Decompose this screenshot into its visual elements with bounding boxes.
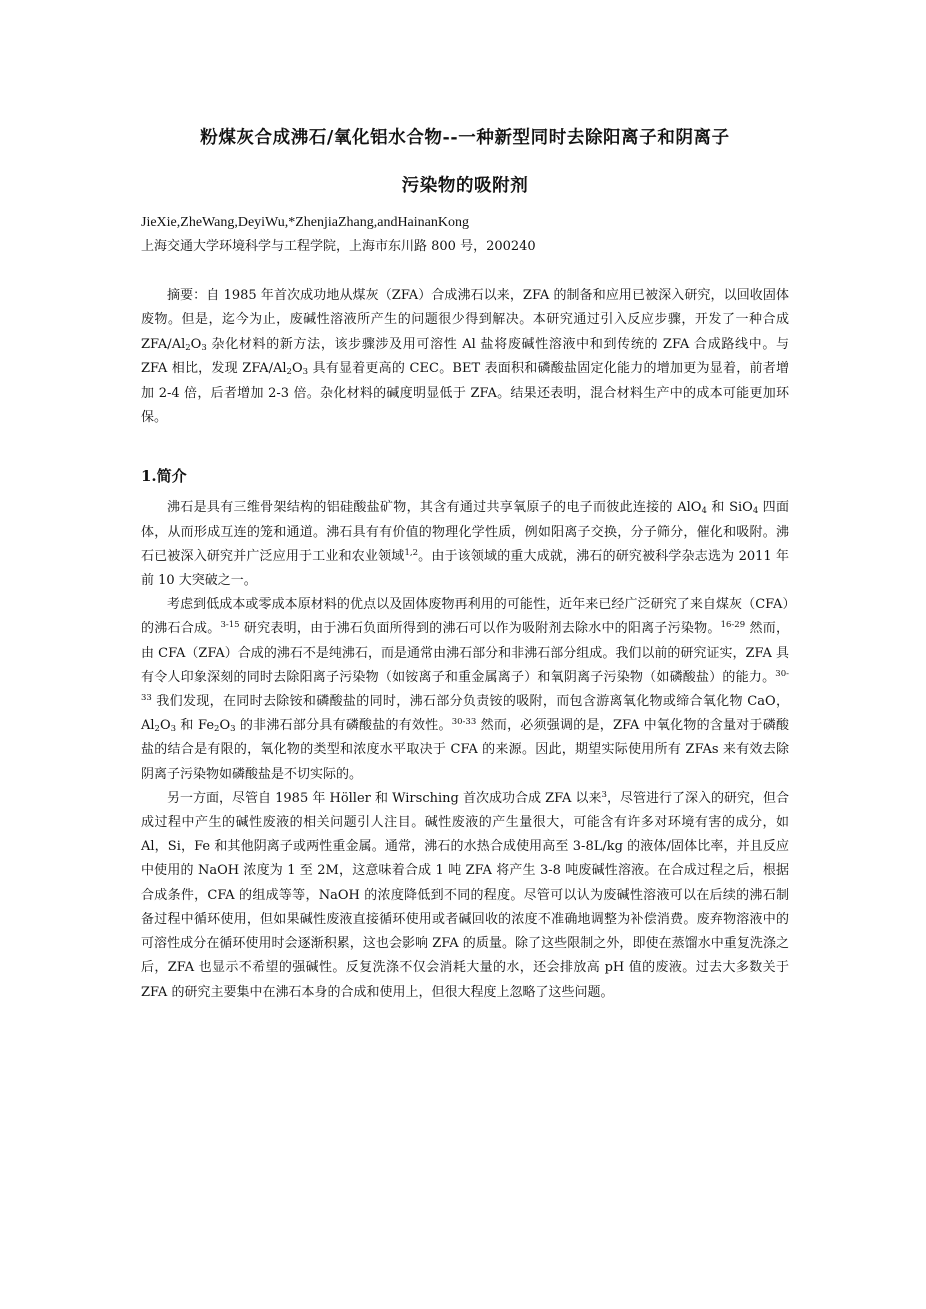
paragraph-text: 然而，必须强调的是，ZFA 中氧化物的含量对于磷酸盐的结合是有限的，氧化物的类型和浓度水平取决于 CFA 的来源。因此，期望实际使用所有 ZFAs 来有效去除阴离子污染物如磷酸盐是不切实际的。 xyxy=(141,718,789,782)
abstract-label: 摘要： xyxy=(167,288,207,303)
paragraph-text: ，尽管进行了深入的研究，但合成过程中产生的碱性废液的相关问题引人注目。碱性废液的产生量很大，可能含有许多对环境有害的成分，如 Al，Si，Fe 和其他阴离子或两性重金属。通常，沸石的水热合成使用高至 3-8L/kg 的液体/固体比率，并且反应中使用的 NaOH 浓度为 1 至 2M，这意味着合成 1 吨 ZFA 将产生 3-8 吨废碱性溶液。在合成过程之后，根据合成条件，CFA 的组成等等，NaOH 的浓度降低到不同的程度。尽管可以认为废碱性溶液可以在后续的沸石制备过程中循环使用，但如果碱性废液直接循环使用或者碱回收的浓度不准确地调整为补偿消费。废弃物溶液中的可溶性成分在循环使用时会逐渐积累，这也会影响 ZFA 的质量。除了这些限制之外，即使在蒸馏水中重复洗涤之后，ZFA 也显示不希望的强碱性。反复洗涤不仅会消耗大量的水，还会排放高 pH 值的废液。过去大多数关于 ZFA 的研究主要集中在沸石本身的合成和使用上，但很大程度上忽略了这些问题。 xyxy=(141,790,789,1000)
paragraph-text: O xyxy=(219,718,231,734)
subscript: 3 xyxy=(230,724,236,735)
title-line-1: 粉煤灰合成沸石/氧化铝水合物--一种新型同时去除阳离子和阴离子 xyxy=(200,128,730,148)
abstract-text: 具有显着更高的 CEC。BET 表面积和磷酸盐固定化能力的增加更为显着，前者增加 2-4 倍，后者增加 2-3 倍。杂化材料的碱度明显低于 ZFA。结果还表明，混合材料生产中的成本可能更加环保。 xyxy=(141,361,789,426)
abstract-text: 自 1985 年首次成功地从煤灰（ZFA）合成沸石以来，ZFA 的制备和应用已被深入研究，以回收固体废物。但是，迄今为止，废碱性溶液所产生的问题很少得到解决。本研究通过引入反应步骤，开发了一种合成 ZFA/Al xyxy=(141,288,789,352)
paragraph-text: 四面体，从而形成互连的笼和通道。沸石具有有价值的物理化学性质，例如阳离子交换，分子筛分，催化和吸附。沸石已被深入研究并广泛应用于工业和农业领域 xyxy=(141,500,789,564)
paragraph-text: 的非沸石部分具有磷酸盐的有效性。 xyxy=(235,718,452,734)
abstract-text: O xyxy=(190,336,202,352)
paper-page xyxy=(141,112,789,1005)
body-paragraph-3 xyxy=(141,787,789,1005)
subscript: 3 xyxy=(302,367,309,378)
title-line-2: 污染物的吸附剂 xyxy=(401,176,529,196)
citation-superscript: 3-15 xyxy=(220,620,240,631)
subscript: 4 xyxy=(701,506,707,517)
paragraph-text: 研究表明，由于沸石负面所得到的沸石可以作为吸附剂去除水中的阳离子污染物。 xyxy=(239,621,721,637)
abstract-text: O xyxy=(291,361,303,377)
paragraph-text: 然而，由 CFA（ZFA）合成的沸石不是纯沸石，而是通常由沸石部分和非沸石部分组成。我们以前的研究证实，ZFA 具有令人印象深刻的同时去除阳离子污染物（如铵离子和重金属离子）和氧阴离子污染物（如磷酸盐）的能力。 xyxy=(141,621,789,685)
citation-superscript: 16-29 xyxy=(720,620,746,631)
subscript: 2 xyxy=(214,724,220,735)
paragraph-text: 和 Fe xyxy=(176,718,215,734)
paragraph-text: 和 SiO xyxy=(706,500,753,516)
paragraph-text: 沸石是具有三维骨架结构的铝硅酸盐矿物，其含有通过共享氧原子的电子而彼此连接的 AlO xyxy=(167,500,702,516)
author-list: JieXie,ZheWang,DeyiWu,*ZhenjiaZhang,andHainanKong xyxy=(141,215,469,230)
section-heading: 1.简介 xyxy=(141,467,187,486)
subscript: 2 xyxy=(286,367,292,378)
paragraph-text: 另一方面，尽管自 1985 年 Höller 和 Wirsching 首次成功合成 ZFA 以来 xyxy=(167,790,602,806)
subscript: 2 xyxy=(154,724,160,735)
citation-superscript: 30-33 xyxy=(451,717,477,728)
paragraph-text: 考虑到低成本或零成本原材料的优点以及固体废物再利用的可能性，近年来已经广泛研究了来自煤灰（CFA）的沸石合成。 xyxy=(141,597,789,637)
body-paragraph-2 xyxy=(141,593,789,787)
abstract xyxy=(141,284,789,430)
paragraph-text: 。由于该领域的重大成就，沸石的研究被科学杂志选为 2011 年前 10 大突破之一。 xyxy=(141,548,789,589)
affiliation: 上海交通大学环境科学与工程学院，上海市东川路 800 号，200240 xyxy=(141,239,536,254)
citation-superscript: 30-33 xyxy=(141,668,789,704)
subscript: 3 xyxy=(170,724,177,735)
citation-superscript: 3 xyxy=(601,789,607,800)
subscript: 2 xyxy=(185,342,191,353)
body-paragraph-1 xyxy=(141,496,789,593)
abstract-text: 杂化材料的新方法，该步骤涉及用可溶性 Al 盐将废碱性溶液中和到传统的 ZFA 合成路线中。与 ZFA 相比，发现 ZFA/Al xyxy=(141,336,789,377)
paragraph-text: O xyxy=(159,718,171,734)
citation-superscript: 1,2 xyxy=(404,547,418,558)
paragraph-text: 我们发现，在同时去除铵和磷酸盐的同时，沸石部分负责铵的吸附，而包含游离氧化物或缔合氧化物 CaO，Al xyxy=(141,694,789,734)
subscript: 3 xyxy=(201,342,207,353)
subscript: 4 xyxy=(752,506,759,517)
